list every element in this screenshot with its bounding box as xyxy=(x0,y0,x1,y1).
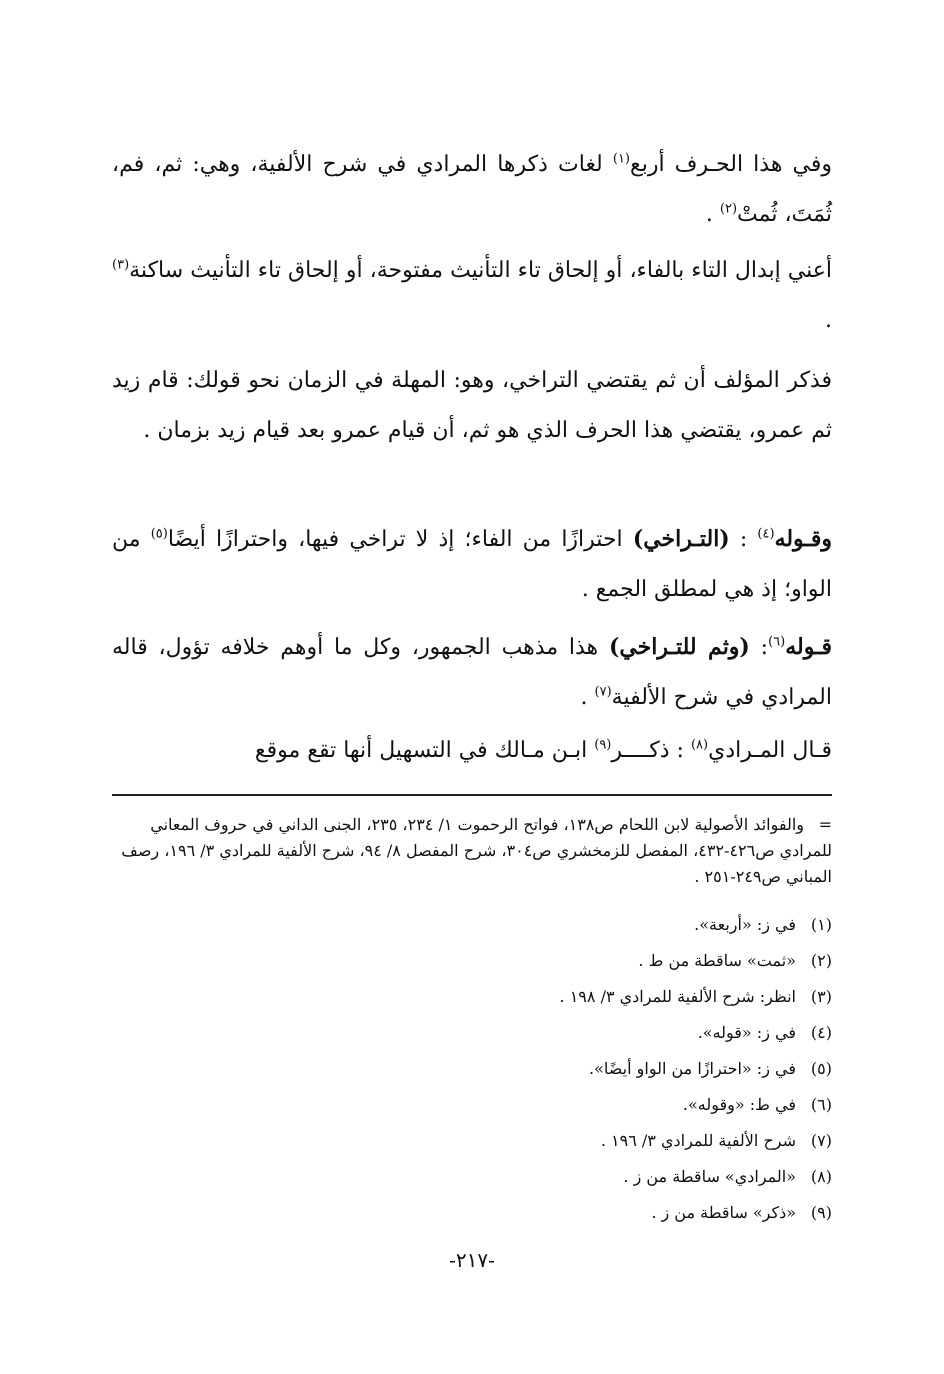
footnote-text: في ز: «احترازًا من الواو أيضًا». xyxy=(589,1059,796,1078)
footnote-number: (١) xyxy=(810,915,832,934)
text-run: قـال المـرادي xyxy=(708,738,832,763)
footnote-text: انظر: شرح الألفية للمرادي ٣/ ١٩٨ . xyxy=(559,987,796,1006)
footnote-8 xyxy=(112,1164,832,1190)
continuation-mark: = xyxy=(818,815,832,834)
bold-term: وقـوله xyxy=(774,526,833,552)
footnote-divider xyxy=(112,794,832,796)
footnote-number: (٨) xyxy=(810,1167,832,1186)
footnote-text: في ط: «وقوله». xyxy=(682,1095,796,1114)
footnote-ref[interactable]: (٤) xyxy=(757,526,775,542)
footnote-6 xyxy=(112,1092,832,1118)
paragraph-1 xyxy=(112,140,832,240)
footnote-1 xyxy=(112,912,832,938)
footnote-7 xyxy=(112,1128,832,1154)
text-run: . xyxy=(580,685,595,710)
footnote-number: (٧) xyxy=(810,1131,832,1150)
paragraph-2 xyxy=(112,246,832,346)
text-run: : xyxy=(729,527,758,552)
footnote-continuation xyxy=(112,812,832,890)
footnote-text: «ذكر» ساقطة من ز . xyxy=(651,1203,796,1222)
bold-term: (وثم للتـراخي) xyxy=(608,634,750,660)
footnote-number: (٤) xyxy=(810,1023,832,1042)
paragraph-5 xyxy=(112,622,832,723)
text-run: : ذكــــر xyxy=(611,738,691,763)
text-run: أعني إبدال التاء بالفاء، أو إلحاق تاء التأنيث مفتوحة، أو إلحاق تاء التأنيث ساكنة xyxy=(129,258,832,283)
footnote-text: «ثمت» ساقطة من ط . xyxy=(638,951,796,970)
footnote-text: في ز: «أربعة». xyxy=(694,915,796,934)
text-run: فذكر المؤلف أن ثم يقتضي التراخي، وهو: المهلة في الزمان نحو قولك: قام زيد ثم عمرو، يقتضي هذا الحرف الذي هو ثم، أن قيام عمرو بعد قيام زيد بزمان . xyxy=(112,368,832,443)
footnote-ref[interactable]: (٣) xyxy=(112,257,130,273)
text-run: : xyxy=(749,635,769,660)
paragraph-3 xyxy=(112,356,832,456)
bold-term: (التـراخي) xyxy=(632,526,730,552)
footnote-text: والفوائد الأصولية لابن اللحام ص١٣٨، فواتح الرحموت ١/ ٢٣٤، ٢٣٥، الجنى الداني في حروف المعاني للمرادي ص٤٢٦-٤٣٢، المفصل للزمخشري ص٣٠٤، شرح المفصل ٨/ ٩٤، شرح الألفية للمرادي ٣/ ١٩٦، رصف المباني ص٢٤٩-٢٥١ . xyxy=(121,815,832,886)
footnote-ref[interactable]: (١) xyxy=(612,151,630,167)
footnote-9 xyxy=(112,1200,832,1226)
footnote-ref[interactable]: (٦) xyxy=(768,634,786,650)
footnote-text: شرح الألفية للمرادي ٣/ ١٩٦ . xyxy=(600,1131,796,1150)
paragraph-4 xyxy=(112,514,832,615)
text-run: . xyxy=(825,308,832,333)
footnote-text: في ز: «قوله». xyxy=(697,1023,796,1042)
footnote-ref[interactable]: (٩) xyxy=(594,737,612,753)
text-run: . xyxy=(705,202,720,227)
bold-term: قـوله xyxy=(785,634,833,660)
text-run: ابـن مـالك في التسهيل أنها تقع موقع xyxy=(254,738,595,763)
text-run: من الواو؛ إذ هي لمطلق الجمع . xyxy=(112,527,832,602)
footnote-5 xyxy=(112,1056,832,1082)
footnote-text: «المرادي» ساقطة من ز . xyxy=(623,1167,796,1186)
text-run: لغات ذكرها المرادي في شرح الألفية، وهي: ثم، فم، ثُمَتَ، ثُمتْ xyxy=(112,152,832,227)
footnote-2 xyxy=(112,948,832,974)
page-number: -٢١٧- xyxy=(449,1248,495,1272)
footnote-number: (٣) xyxy=(810,987,832,1006)
footnote-number: (٥) xyxy=(810,1059,832,1078)
footnote-3 xyxy=(112,984,832,1010)
text-run: وفي هذا الحـرف أربع xyxy=(630,152,832,177)
footnote-number: (٢) xyxy=(810,951,832,970)
text-run: هذا مذهب الجمهور، وكل ما أوهم خلافه تؤول، قاله المرادي في شرح الألفية xyxy=(112,635,832,710)
footnote-number: (٩) xyxy=(810,1203,832,1222)
footnote-ref[interactable]: (٨) xyxy=(690,737,709,753)
footnote-ref[interactable]: (٢) xyxy=(719,201,738,217)
paragraph-6 xyxy=(112,726,832,776)
text-run: احترازًا من الفاء؛ إذ لا تراخي فيها، واحترازًا أيضًا xyxy=(167,527,633,552)
footnote-ref[interactable]: (٧) xyxy=(594,684,612,700)
footnote-number: (٦) xyxy=(810,1095,832,1114)
footnote-4 xyxy=(112,1020,832,1046)
footnote-ref[interactable]: (٥) xyxy=(150,526,168,542)
